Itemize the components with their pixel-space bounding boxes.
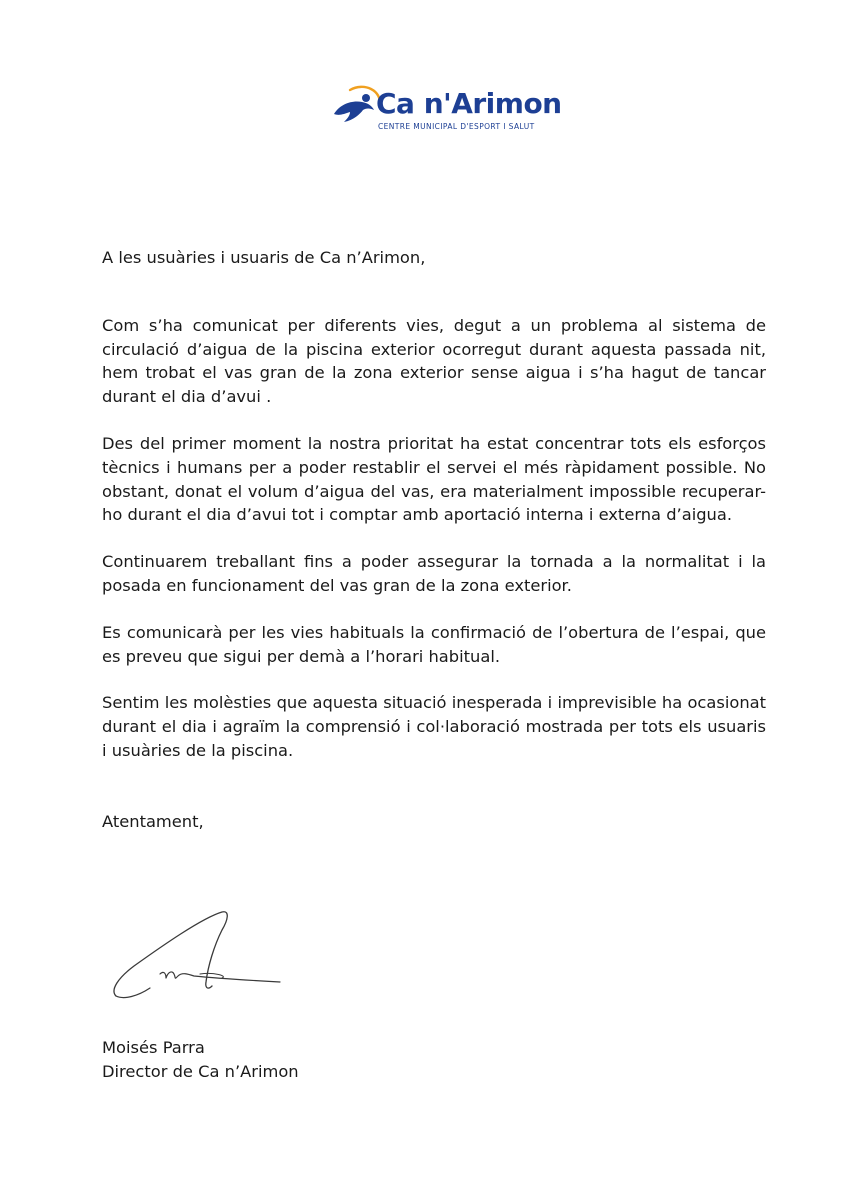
greeting: A les usuàries i usuaris de Ca n’Arimon, [102,248,426,267]
paragraph: Sentim les molèsties que aquesta situació inesperada i imprevisible ha ocasionat durant el dia i agraïm la comprensió i col·laboració mostrada per tots els usuaris i usuàries de la piscina. [102,693,766,760]
signature [104,908,294,1008]
signer-name: Moisés Parra [102,1038,205,1057]
paragraph: Com s’ha comunicat per diferents vies, degut a un problema al sistema de circulació d’aigua de la piscina exterior ocorregut durant aquesta passada nit, hem trobat el vas gran de la zona exterior sense aigua i s’ha hagut de tancar durant el dia d’avui . [102,315,766,407]
paragraph: Des del primer moment la nostra prioritat ha estat concentrar tots els esforços tècnics i humans per a poder restablir el servei el més ràpidament possible. No obstant, donat el volum d’aigua del vas, era materialment impossible recuperar-ho durant el dia d’avui tot i comptar amb aportació interna i externa d’aigua. [102,433,766,525]
paragraph: Continuarem treballant fins a poder assegurar la tornada a la normalitat i la posada en funcionament del vas gran de la zona exterior. [102,552,766,595]
signer-title: Director de Ca n’Arimon [102,1061,299,1081]
logo-name: Ca n'Arimon [376,87,562,120]
logo [330,80,562,140]
closing: Atentament, [102,811,204,831]
logo-subtitle: CENTRE MUNICIPAL D'ESPORT I SALUT [378,122,535,131]
signer-block [102,1036,299,1084]
letter-body [102,246,766,834]
paragraph: Es comunicarà per les vies habituals la confirmació de l’obertura de l’espai, que es preveu que sigui per demà a l’horari habitual. [102,622,766,666]
